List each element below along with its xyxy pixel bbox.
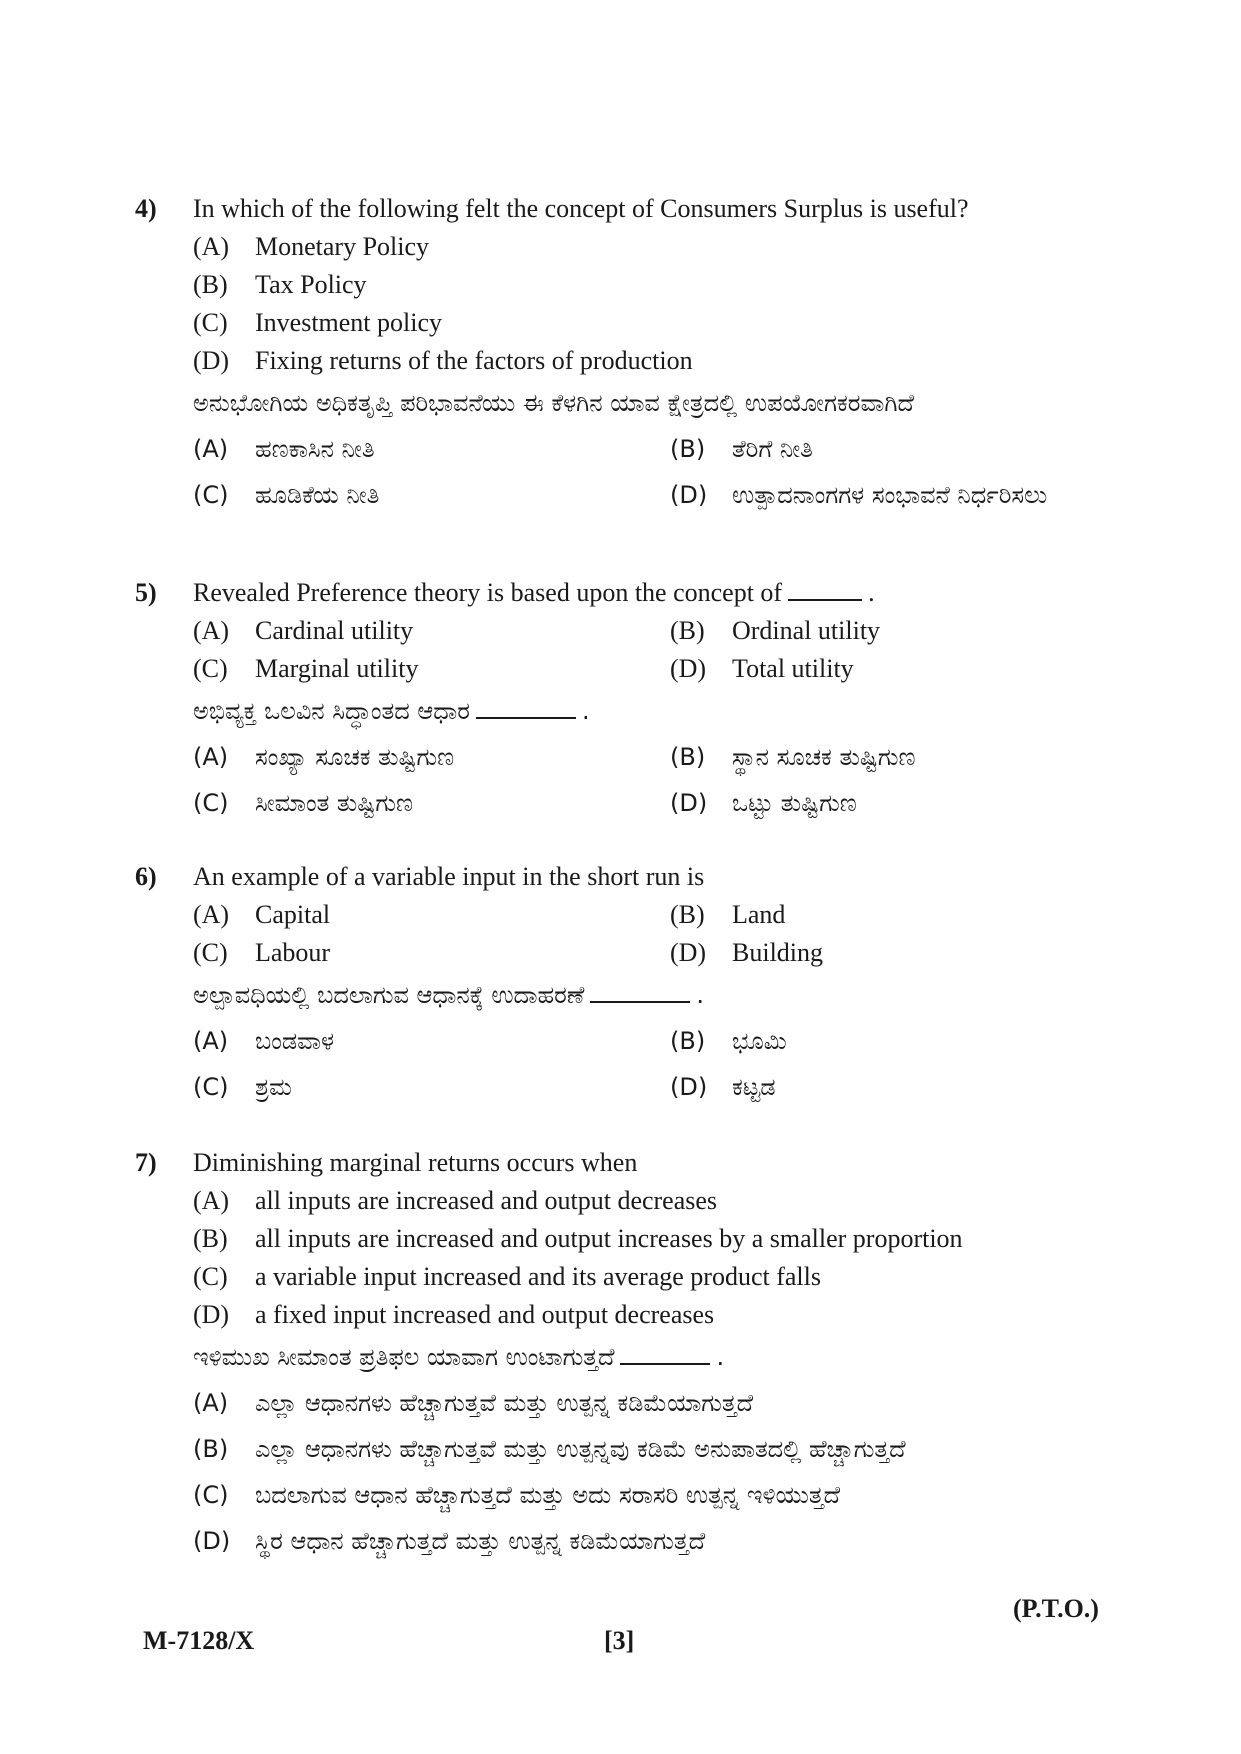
answer-blank (788, 577, 862, 601)
kannada-option-c: (C) ಬದಲಾಗುವ ಆಧಾನ ಹೆಚ್ಚಾಗುತ್ತದೆ ಮತ್ತು ಅದು ಸರಾಸರಿ ಉತ್ಪನ್ನ ಇಳಿಯುತ್ತದೆ (193, 1481, 841, 1509)
option-c: (C) Labour (193, 938, 331, 967)
option-c: (C) Marginal utility (193, 654, 419, 683)
question-number: 5) (135, 578, 157, 607)
kannada-option-a: (A) ಬಂಡವಾಳ (193, 1027, 335, 1055)
question-4 (135, 190, 1135, 518)
option-a: (A) Capital (193, 900, 331, 929)
kannada-option-d: (D) ಉತ್ಪಾದನಾಂಗಗಳ ಸಂಭಾವನೆ ನಿರ್ಧರಿಸಲು (670, 481, 1048, 509)
kannada-option-b: (B) ಎಲ್ಲಾ ಆಧಾನಗಳು ಹೆಚ್ಚಾಗುತ್ತವೆ ಮತ್ತು ಉತ್ಪನ್ನವು ಕಡಿಮೆ ಅನುಪಾತದಲ್ಲಿ ಹೆಚ್ಚಾಗುತ್ತದೆ (193, 1435, 906, 1463)
kannada-stem: ಅಭಿವ್ಯಕ್ತ ಒಲವಿನ ಸಿದ್ಧಾಂತದ ಆಧಾರ . (193, 697, 590, 725)
question-number: 6) (135, 862, 157, 891)
kannada-option-a: (A) ಎಲ್ಲಾ ಆಧಾನಗಳು ಹೆಚ್ಚಾಗುತ್ತವೆ ಮತ್ತು ಉತ್ಪನ್ನ ಕಡಿಮೆಯಾಗುತ್ತದೆ (193, 1389, 754, 1417)
question-stem: In which of the following felt the concept of Consumers Surplus is useful? (193, 194, 969, 223)
kannada-option-b: (B) ಸ್ಥಾನ ಸೂಚಕ ತುಷ್ಟಿಗುಣ (670, 743, 916, 771)
option-d: (D) Fixing returns of the factors of production (193, 346, 693, 375)
option-c: (C) a variable input increased and its average product falls (193, 1262, 821, 1291)
question-7 (135, 1144, 1135, 1564)
kannada-stem: ಅಲ್ಪಾವಧಿಯಲ್ಲಿ ಬದಲಾಗುವ ಆಧಾನಕ್ಕೆ ಉದಾಹರಣೆ . (193, 981, 704, 1009)
question-number: 7) (135, 1148, 157, 1177)
question-stem: Diminishing marginal returns occurs when (193, 1148, 638, 1177)
question-5 (135, 574, 1135, 826)
please-turn-over: (P.T.O.) (1013, 1594, 1099, 1623)
option-d: (D) a fixed input increased and output decreases (193, 1300, 715, 1329)
option-d: (D) Total utility (670, 654, 854, 683)
kannada-option-b: (B) ಭೂಮಿ (670, 1027, 787, 1055)
kannada-option-c: (C) ಶ್ರಮ (193, 1073, 292, 1101)
option-b: (B) Land (670, 900, 786, 929)
kannada-option-c: (C) ಹೂಡಿಕೆಯ ನೀತಿ (193, 481, 380, 509)
answer-blank (620, 1341, 710, 1365)
option-d: (D) Building (670, 938, 824, 967)
option-b: (B) all inputs are increased and output increases by a smaller proportion (193, 1224, 963, 1253)
kannada-option-d: (D) ಸ್ಥಿರ ಆಧಾನ ಹೆಚ್ಚಾಗುತ್ತದೆ ಮತ್ತು ಉತ್ಪನ್ನ ಕಡಿಮೆಯಾಗುತ್ತದೆ (193, 1527, 706, 1555)
kannada-option-a: (A) ಹಣಕಾಸಿನ ನೀತಿ (193, 435, 375, 463)
kannada-option-c: (C) ಸೀಮಾಂತ ತುಷ್ಟಿಗುಣ (193, 789, 413, 817)
option-b: (B) Tax Policy (193, 270, 367, 299)
option-b: (B) Ordinal utility (670, 616, 881, 645)
option-a: (A) Monetary Policy (193, 232, 430, 261)
paper-code: M-7128/X (143, 1626, 255, 1655)
question-6 (135, 858, 1135, 1110)
kannada-stem: ಇಳಿಮುಖ ಸೀಮಾಂತ ಪ್ರತಿಫಲ ಯಾವಾಗ ಉಂಟಾಗುತ್ತದೆ . (193, 1343, 725, 1371)
answer-blank (590, 979, 690, 1003)
kannada-option-d: (D) ಒಟ್ಟು ತುಷ್ಟಿಗುಣ (670, 789, 857, 817)
question-stem: Revealed Preference theory is based upon the concept of . (193, 578, 875, 607)
question-number: 4) (135, 194, 157, 223)
question-stem: An example of a variable input in the short run is (193, 862, 705, 891)
page-number: [3] (604, 1626, 635, 1655)
option-a: (A) all inputs are increased and output decreases (193, 1186, 718, 1215)
kannada-option-d: (D) ಕಟ್ಟಡ (670, 1073, 776, 1101)
option-c: (C) Investment policy (193, 308, 443, 337)
kannada-option-b: (B) ತೆರಿಗೆ ನೀತಿ (670, 435, 813, 463)
option-a: (A) Cardinal utility (193, 616, 414, 645)
kannada-stem: ಅನುಭೋಗಿಯ ಅಧಿಕತೃಪ್ತಿ ಪರಿಭಾವನೆಯು ಈ ಕೆಳಗಿನ ಯಾವ ಕ್ಷೇತ್ರದಲ್ಲಿ ಉಪಯೋಗಕರವಾಗಿದೆ (193, 389, 914, 417)
kannada-option-a: (A) ಸಂಖ್ಯಾ ಸೂಚಕ ತುಷ್ಟಿಗುಣ (193, 743, 455, 771)
answer-blank (476, 695, 576, 719)
